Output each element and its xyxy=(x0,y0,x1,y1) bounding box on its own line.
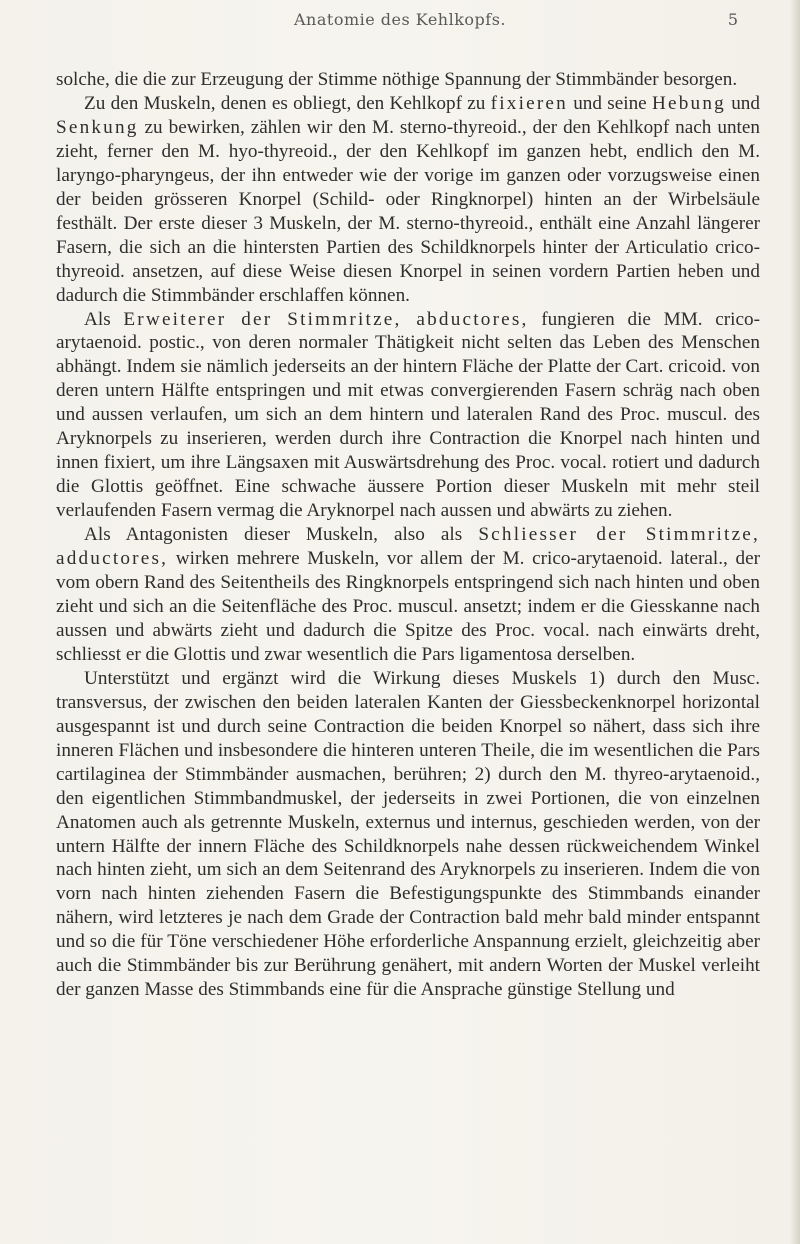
paragraph-2-text-a: Zu den Muskeln, denen es obliegt, den Kehlkopf zu xyxy=(84,92,491,114)
term-erweiterer: Erweiterer der Stimmritze, abductores, xyxy=(123,308,529,330)
paragraph-5: Unterstützt und ergänzt wird die Wirkung dieses Muskels 1) durch den Musc. transversus, der zwischen den beiden lateralen Kanten der Giessbeckenknorpel horizontal ausgespannt ist und durch seine Contraction die beiden Knorpel so nähert, dass sich ihre inneren Flächen und insbesondere die hinteren unteren Theile, die im wesentlichen die Pars cartilaginea der Stimmbänder ausmachen, berühren; 2) durch den M. thyreo-arytaenoid., den eigentlichen Stimmbandmuskel, der jederseits in zwei Portionen, die von einzelnen Anatomen auch als getrennte Muskeln, externus und internus, geschieden werden, von der untern Hälfte der innern Fläche des Schildknorpels nahe dessen rückweichendem Winkel nach hinten zieht, um sich an dem Seitenrand des Aryknorpels zu inserieren. Indem die von vorn nach hinten ziehenden Fasern die Befestigungspunkte des Stimmbands einander nähern, wird letzteres je nach dem Grade der Contraction bald mehr bald minder entspannt und so die für Töne verschiedener Höhe erforderliche Anspannung erzielt, gleichzeitig aber auch die Stimmbänder bis zur Berührung genähert, mit andern Worten der Muskel verleiht der ganzen Masse des Stimmbands eine für die Ansprache günstige Stellung und xyxy=(56,667,760,1001)
running-head: Anatomie des Kehlkopfs. xyxy=(293,10,506,29)
paragraph-2 xyxy=(56,92,760,308)
page-edge xyxy=(790,0,800,1244)
paragraph-2-text-e: und xyxy=(725,92,760,114)
page-header xyxy=(60,6,740,36)
term-senkung: Senkung xyxy=(56,116,139,138)
paragraph-3-text-a: Als xyxy=(84,308,124,330)
term-fixieren: fixieren xyxy=(490,92,568,114)
term-hebung: Hebung xyxy=(651,92,726,114)
term-schliesser: Schliesser der Stimmritze, adductores, xyxy=(56,524,761,570)
paragraph-4-text-c: wirken mehrere Muskeln, vor allem der M. crico-arytaenoid. lateral., der vom obern Rand des Seitentheils des Ringknorpels entspringend sich nach hinten und oben zieht und sich an die Seitenfläche des Proc. muscul. ansetzt; indem er die Giesskanne nach aussen und abwärts zieht und dadurch die Spitze des Proc. vocal. nach einwärts dreht, schliesst er die Glottis und zwar wesentlich die Pars ligamentosa derselben. xyxy=(56,548,760,665)
page-number: 5 xyxy=(727,10,738,29)
paragraph-2-text-g: zu bewirken, zählen wir den M. sterno-thyreoid., der den Kehlkopf nach unten zieht, ferner den M. hyo-thyreoid., der den Kehlkopf im ganzen hebt, endlich den M. laryngo-pharyngeus, der ihn entweder wie der vorige im ganzen oder vorzugsweise einen der beiden grösseren Knorpel (Schild- oder Ringknorpel) hinten an der Wirbelsäule festhält. Der erste dieser 3 Muskeln, der M. sterno-thyreoid., enthält eine Anzahl längerer Fasern, die sich an die hintersten Partien des Schildknorpels hinter der Articulatio crico-thyreoid. ansetzen, auf diese Weise diesen Knorpel in seinen vordern Partien heben und dadurch die Stimmbänder erschlaffen können. xyxy=(56,116,760,306)
body-text xyxy=(56,68,760,1002)
paragraph-4 xyxy=(56,523,760,667)
paragraph-3-text-c: fungieren die MM. crico-arytaenoid. postic., von deren normaler Thätigkeit nicht selten das Leben des Menschen abhängt. Indem sie nämlich jederseits an der hintern Fläche der Platte der Cart. cricoid. von deren untern Hälfte entspringen und mit etwas convergierenden Fasern schräg nach oben und aussen verlaufen, um sich an dem hintern und lateralen Rand des Proc. muscul. des Aryknorpels zu inserieren, werden durch ihre Contraction die Knorpel nach hinten und innen fixiert, um ihre Längsaxen mit Auswärtsdrehung des Proc. vocal. rotiert und dadurch die Glottis geöffnet. Eine schwache äussere Portion dieser Muskeln mit mehr steil verlaufenden Fasern vermag die Aryknorpel nach aussen und abwärts zu ziehen. xyxy=(56,308,761,522)
paragraph-1: solche, die die zur Erzeugung der Stimme nöthige Spannung der Stimmbänder besorgen. xyxy=(56,69,738,90)
paragraph-2-text-c: und seine xyxy=(567,92,652,114)
paragraph-4-text-a: Als Antagonisten dieser Muskeln, also als xyxy=(84,524,479,546)
paragraph-3 xyxy=(56,308,760,524)
